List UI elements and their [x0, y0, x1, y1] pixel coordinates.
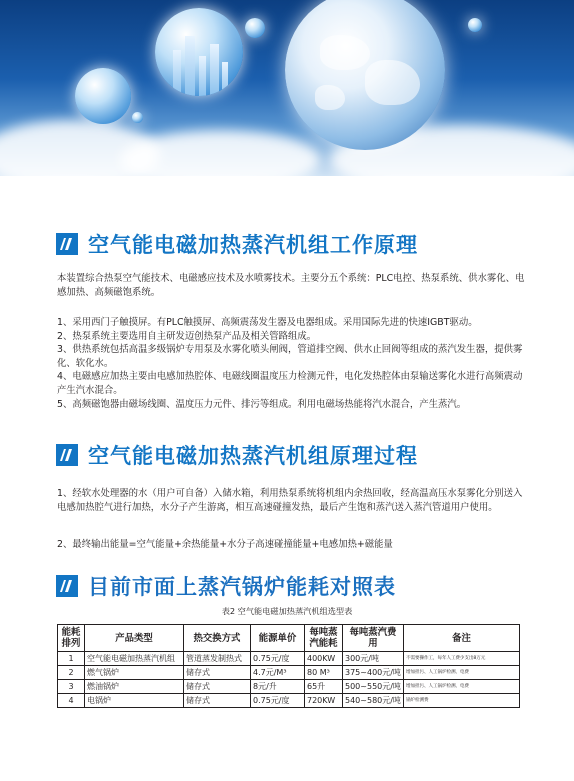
table-cell: 0.75元/度 — [251, 694, 305, 708]
section-title: 空气能电磁加热蒸汽机组工作原理 — [88, 233, 418, 257]
table-cell: 4 — [58, 694, 85, 708]
table-cell: 储存式 — [184, 680, 251, 694]
list-item: 3、供热系统包括高温多级锅炉专用泵及水雾化喷头闸阀，管道排空阀、供水止回阀等组成的蒸汽发生器，提供雾化、软化水。 — [57, 344, 523, 369]
column-header: 备注 — [404, 625, 520, 652]
column-header: 能源单价 — [251, 625, 305, 652]
table-cell: 不需要操作工，每年人工费少支出8万元 — [404, 652, 520, 666]
small-sphere-image — [468, 18, 482, 32]
header-banner — [0, 0, 574, 176]
table-cell: 1 — [58, 652, 85, 666]
process-paragraph — [57, 487, 527, 514]
table-cell: 300元/吨 — [343, 652, 404, 666]
table-cell: 燃气锅炉 — [85, 666, 184, 680]
table-cell: 80 M³ — [305, 666, 343, 680]
section-title: 目前市面上蒸汽锅炉能耗对照表 — [88, 575, 396, 599]
table-cell: 3 — [58, 680, 85, 694]
intro-paragraph: 本装置综合热泵空气能技术、电磁感应技术及水喷雾技术。主要分五个系统：PLC电控、热泵系统、供水雾化、电感加热、高频磁饱系统。 — [57, 273, 525, 298]
table-cell: 储存式 — [184, 666, 251, 680]
table-cell: 400KW — [305, 652, 343, 666]
table-cell: 空气能电磁加热蒸汽机组 — [85, 652, 184, 666]
table-header-row — [58, 625, 520, 652]
table-cell: 500~550元/吨 — [343, 680, 404, 694]
list-item: 5、高频磁饱器由磁场线圈、温度压力元件、排污等组成。利用电磁场热能将汽水混合，产生蒸汽。 — [57, 398, 467, 410]
column-header: 每吨蒸汽费用 — [343, 625, 404, 652]
section-marker-icon — [56, 444, 78, 466]
table-row — [58, 666, 520, 680]
column-header: 能耗排列 — [58, 625, 85, 652]
section-title: 空气能电磁加热蒸汽机组原理过程 — [88, 444, 418, 468]
table-caption: 表2 空气能电磁加热蒸汽机组选型表 — [221, 606, 353, 616]
feature-list — [57, 316, 527, 411]
table-cell: 4.7元/M³ — [251, 666, 305, 680]
table-cell: 540~580元/吨 — [343, 694, 404, 708]
column-header: 产品类型 — [85, 625, 184, 652]
column-header: 每吨蒸汽能耗 — [305, 625, 343, 652]
table-cell: 720KW — [305, 694, 343, 708]
list-item: 1、采用西门子触摸屏。有PLC触摸屏、高频震荡发生器及电器组成。采用国际先进的快速IGBT驱动。 — [57, 317, 478, 328]
table-cell: 管道蒸发制热式 — [184, 652, 251, 666]
table-cell: 0.75元/度 — [251, 652, 305, 666]
energy-formula — [57, 538, 527, 552]
table-row — [58, 680, 520, 694]
table-cell: 65升 — [305, 680, 343, 694]
list-item: 2、热泵系统主要选用自主研发迈创热泵产品及相关管路组成。 — [57, 330, 317, 342]
table-cell: 锅炉检测费 — [404, 694, 520, 708]
city-sphere-image — [155, 8, 243, 96]
table-cell: 增加担污、人工锅炉检测、电费 — [404, 666, 520, 680]
small-sphere-image — [132, 112, 143, 123]
table-cell: 储存式 — [184, 694, 251, 708]
process-step: 1、经软水处理器的水（用户可自备）入储水箱，利用热泵系统将机组内余热回收，经高温高压水泵雾化分别送入电感加热腔气进行加热，水分子产生游离，相互高速碰撞发热，最后产生饱和蒸汽送入蒸汽管道用户使用。 — [57, 488, 523, 513]
table-cell: 375~400元/吨 — [343, 666, 404, 680]
section-marker-icon — [56, 575, 78, 597]
column-header: 热交换方式 — [184, 625, 251, 652]
list-item: 4、电磁感应加热主要由电感加热腔体、电磁线圈温度压力检测元件，电化发热腔体由泵输送雾化水进行高频震动产生汽水混合。 — [57, 371, 523, 396]
table-cell: 增加担污、人工锅炉检测、电费 — [404, 680, 520, 694]
table-row — [58, 694, 520, 708]
section-heading — [56, 440, 418, 470]
section-marker-icon — [56, 233, 78, 255]
section-body — [57, 272, 527, 299]
section-heading — [56, 571, 396, 601]
table-cell: 2 — [58, 666, 85, 680]
table-row — [58, 652, 520, 666]
small-sphere-image — [245, 18, 265, 38]
table-cell: 燃油锅炉 — [85, 680, 184, 694]
machine-sphere-image — [75, 68, 131, 124]
cloud-image — [120, 130, 320, 176]
table-cell: 电锅炉 — [85, 694, 184, 708]
table-cell: 8元/升 — [251, 680, 305, 694]
comparison-table — [57, 624, 520, 708]
formula-text: 2、最终输出能量=空气能量+余热能量+水分子高速碰撞能量+电感加热+磁能量 — [57, 539, 393, 550]
section-heading — [56, 229, 418, 259]
